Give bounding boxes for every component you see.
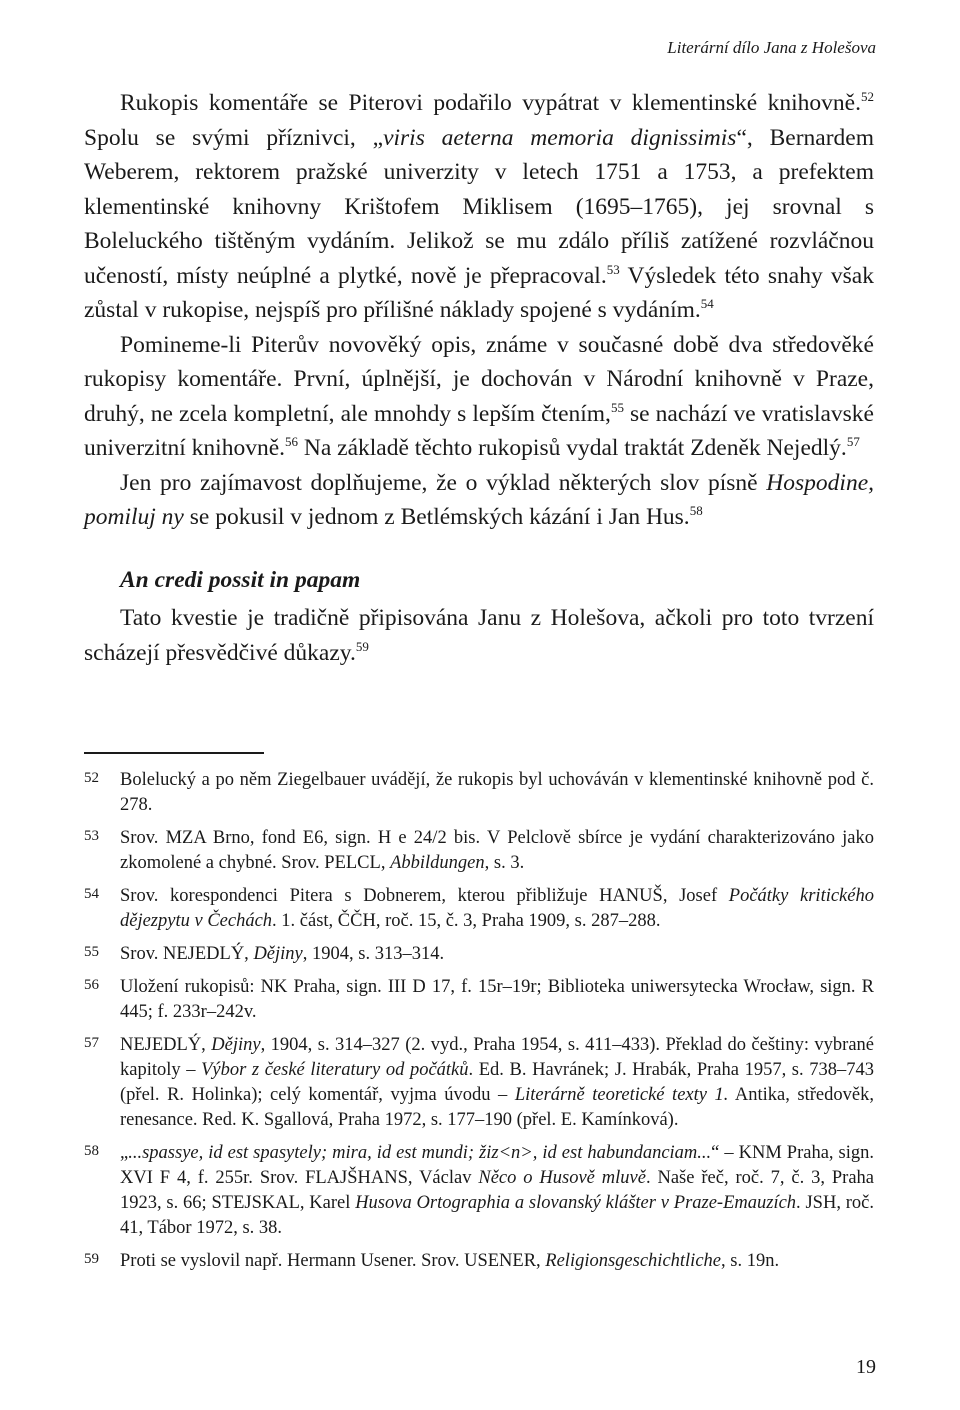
text-run: “ – KNM Praha, sign. XVI F 4, f. 255r. Srov. FLAJŠHANS, Václav	[120, 1143, 874, 1188]
footnotes	[84, 768, 874, 1282]
italic-text: Hospodine, pomiluj ny	[84, 469, 874, 530]
text-run: , s. 3.	[484, 853, 525, 873]
footnote	[84, 1141, 874, 1241]
footnote	[84, 1033, 874, 1133]
text-run: Rukopis komentáře se Piterovi podařilo vypátrat v klementinské knihovně.	[120, 90, 861, 116]
footnote-text	[120, 1249, 874, 1274]
italic-text: Počátky kritického dějezpytu v Čechách	[120, 886, 874, 931]
italic-text: viris aeterna memoria dignissimis	[383, 124, 737, 151]
footnote	[84, 768, 874, 818]
footnote-text	[120, 942, 874, 967]
italic-text: Husova Ortographia a slovanský klášter v Praze-Emauzích	[355, 1193, 797, 1213]
footnote-ref: 53	[606, 261, 620, 277]
footnote-divider	[84, 752, 264, 754]
text-run: Uložení rukopisů: NK Praha, sign. III D 17, f. 15r–19r; Biblioteka uniwersytecka Wrocław, sign. R 445; f. 233r–242v.	[120, 977, 874, 1022]
text-run: Tato kvestie je tradičně připisována Janu z Holešova, ačkoli pro toto tvrzení scházejí přesvědčivé důkazy.	[84, 605, 874, 666]
footnote-text	[120, 975, 874, 1025]
text-run: . 1. část, ČČH, roč. 15, č. 3, Praha 1909, s. 287–288.	[272, 911, 661, 931]
body-paragraphs	[84, 86, 874, 535]
text-run: Bolelucký a po něm Ziegelbauer uvádějí, že rukopis byl uchováván v klementinské knihovně pod č. 278.	[120, 770, 874, 815]
footnote-number: 54	[84, 886, 99, 902]
paragraph	[84, 86, 874, 328]
footnote	[84, 942, 874, 967]
text-run: Srov. MZA Brno, fond E6, sign. H e 24/2 bis. V Pelclově sbírce je vydání charakterizováno jako zkomolené a chybné. Srov. PELCL,	[120, 828, 874, 873]
paragraph	[84, 328, 874, 466]
footnote-ref: 52	[861, 89, 874, 105]
footnote-ref: 59	[355, 638, 369, 654]
paragraph	[84, 601, 874, 670]
footnote-number: 52	[84, 770, 99, 786]
footnote-text	[120, 826, 874, 876]
footnote-ref: 56	[285, 434, 299, 450]
text-run: “, Bernardem Weberem, rektorem pražské univerzity v letech 1751 a 1753, a prefektem klementinské knihovny Krištofem Miklisem (1695–1765), jej srovnal s Boleluckého tištěným vydáním. Jelikož se mu zdálo příliš zatížené rozvláčnou učeností, místy neúplné a plytké, nově je přepracoval.	[84, 124, 875, 289]
text-run: se pokusil v jednom z Betlémských kázání i Jan Hus.	[183, 504, 690, 530]
text-run: Pomineme-li Piterův novověký opis, známe v současné době dva středověké rukopisy komentáře. První, úplnější, je dochován v Národní knihovně v Praze, druhý, ne zcela kompletní, ale mnohdy s lepším čtením,	[84, 331, 874, 427]
text-run: Antika, středověk, renesance. Red. K. Sgallová, Praha 1972, s. 177–190 (přel. E. Kamínková).	[120, 1085, 874, 1130]
italic-text: Něco o Husově mluvě	[478, 1168, 646, 1188]
italic-text: Literárně teoretické texty 1.	[514, 1085, 729, 1105]
footnote	[84, 884, 874, 934]
paragraph	[84, 466, 874, 535]
text-run: se nachází ve vratislavské univerzitní knihovně.	[84, 400, 874, 461]
footnote-number: 55	[84, 944, 99, 960]
text-run: Srov. NEJEDLÝ,	[120, 944, 254, 964]
running-header: Literární dílo Jana z Holešova	[667, 38, 876, 57]
footnote-text	[120, 1033, 874, 1133]
italic-text: Dějiny	[211, 1035, 261, 1055]
footnote-text	[120, 768, 874, 818]
main-text	[84, 86, 874, 670]
page-number: 19	[856, 1356, 876, 1378]
footnote-text	[120, 884, 874, 934]
text-run: Spolu se svými příznivci, „	[84, 124, 384, 151]
text-run: „	[120, 1143, 129, 1163]
text-run: . Ed. B. Havránek; J. Hrabák, Praha 1957, s. 738–743 (přel. R. Holinka); celý komentář, vyjma úvodu –	[120, 1060, 874, 1105]
footnote	[84, 1249, 874, 1274]
section-heading: An credi possit in papam	[120, 566, 361, 593]
italic-text: Dějiny	[253, 944, 303, 964]
italic-text: Výbor z české literatury od počátků	[201, 1060, 469, 1080]
italic-text: Religionsgeschichtliche	[545, 1251, 721, 1271]
text-run: . JSH, roč. 41, Tábor 1972, s. 38.	[120, 1193, 874, 1238]
footnote-number: 53	[84, 828, 99, 844]
text-run: , 1904, s. 313–314.	[302, 944, 445, 964]
footnote-number: 56	[84, 977, 99, 993]
footnote	[84, 975, 874, 1025]
section-paragraphs	[84, 601, 874, 670]
footnote-number: 58	[84, 1143, 99, 1159]
text-run: , s. 19n.	[721, 1251, 780, 1271]
italic-text: ...spassye, id est spasytely; mira, id est mundi; žiz<n>, id est habundanciam...	[128, 1143, 712, 1163]
text-run: Srov. korespondenci Pitera s Dobnerem, kterou přibližuje HANUŠ, Josef	[120, 886, 729, 906]
footnote-ref: 54	[700, 296, 714, 312]
footnote-ref: 57	[846, 434, 860, 450]
text-run: Proti se vyslovil např. Hermann Usener. Srov. USENER,	[120, 1251, 546, 1271]
text-run: . Naše řeč, roč. 7, č. 3, Praha 1923, s. 66; STEJSKAL, Karel	[120, 1168, 874, 1213]
footnote-ref: 55	[610, 399, 624, 415]
text-run: NEJEDLÝ,	[120, 1035, 212, 1055]
italic-text: Abbildungen	[390, 853, 485, 873]
footnote-text	[120, 1141, 874, 1241]
text-run: Výsledek této snahy však zůstal v rukopise, nejspíš pro přílišné náklady spojené s vydáním.	[84, 262, 874, 323]
text-run: Na základě těchto rukopisů vydal traktát Zdeněk Nejedlý.	[298, 435, 847, 461]
footnote-ref: 58	[689, 503, 703, 519]
text-run: Jen pro zajímavost doplňujeme, že o výklad některých slov písně	[120, 469, 767, 496]
text-run: , 1904, s. 314–327 (2. vyd., Praha 1954, s. 411–433). Překlad do češtiny: vybrané kapitoly –	[120, 1035, 875, 1080]
footnote	[84, 826, 874, 876]
footnote-number: 57	[84, 1035, 99, 1051]
footnote-number: 59	[84, 1251, 99, 1267]
